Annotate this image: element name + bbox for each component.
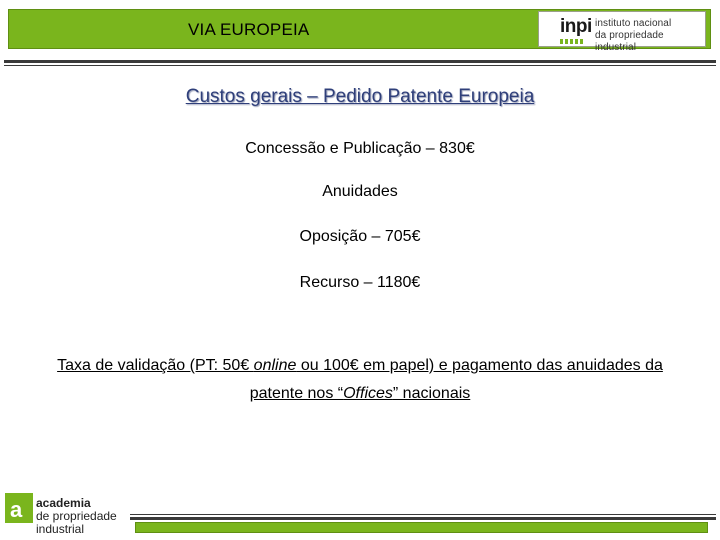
inpi-logo: [538, 11, 706, 53]
academia-logo-line2: de propriedade: [36, 509, 117, 523]
footer-divider: [130, 517, 716, 520]
inpi-logo-text: [595, 18, 705, 54]
top-divider-thin: [4, 65, 716, 66]
top-divider: [4, 60, 716, 63]
validation-note: Taxa de validação (PT: 50€ online ou 100€ em papel) e pagamento das anuidades da patente nos “Offices” nacionais: [57, 357, 663, 402]
slide-title: Custos gerais – Pedido Patente Europeia: [185, 86, 535, 107]
inpi-logo-bars: [560, 39, 583, 44]
cost-item-concessao: Concessão e Publicação – 830€: [245, 140, 475, 157]
note-online: online: [253, 357, 297, 374]
footer-bar: [135, 522, 708, 533]
inpi-logo-mark: inpi: [560, 16, 592, 37]
academia-logo-line3: industrial: [36, 522, 85, 536]
inpi-logo-line1: instituto nacional: [595, 18, 672, 29]
academia-logo-icon: a: [5, 493, 33, 523]
cost-item-anuidades: Anuidades: [322, 183, 398, 200]
note-offices: Offices: [343, 385, 393, 402]
academia-logo-line1: academia: [36, 496, 91, 510]
inpi-logo-line2: da propriedade industrial: [595, 30, 664, 53]
header-title: VIA EUROPEIA: [188, 20, 310, 39]
academia-logo-text: [36, 497, 117, 536]
footer-divider-thin: [130, 514, 716, 515]
cost-item-oposicao: Oposição – 705€: [299, 228, 421, 245]
cost-item-recurso: Recurso – 1180€: [299, 274, 421, 291]
